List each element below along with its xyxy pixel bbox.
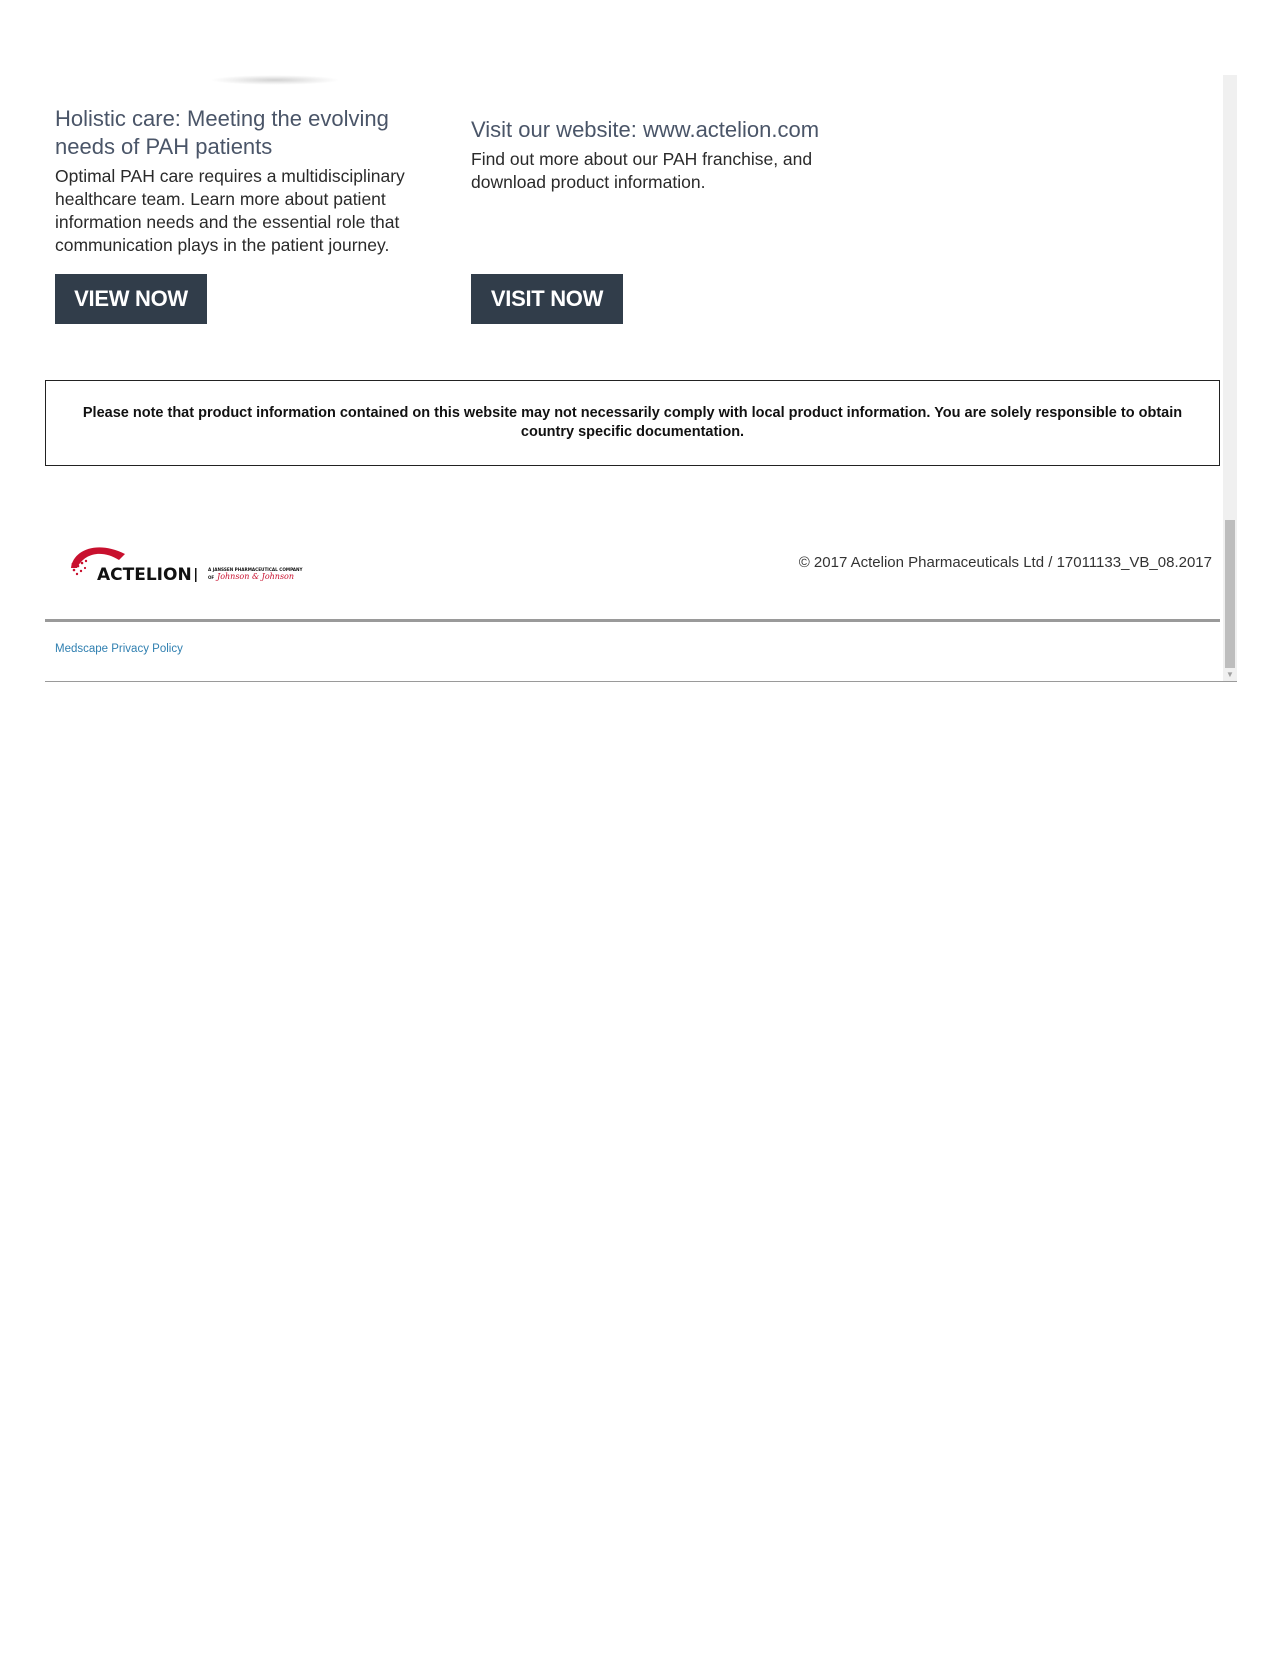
logo-dot — [80, 570, 82, 572]
top-shadow — [210, 75, 340, 85]
logo-dot — [75, 559, 78, 562]
embedded-ad-frame — [45, 75, 1237, 682]
logo-dot — [81, 562, 84, 565]
logo-dot — [79, 556, 82, 559]
logo-tagline-of: OF — [208, 575, 215, 580]
scroll-down-arrow-icon[interactable]: ▼ — [1226, 670, 1234, 679]
logo-parent-text: Johnson & Johnson — [217, 572, 295, 581]
notice-text: Please note that product information contained on this website may not necessarily comply with local product information. You are solely responsible to obtain country specific documentation. — [82, 405, 1183, 440]
ad-content — [45, 75, 1222, 681]
view-now-button[interactable]: VIEW NOW — [55, 274, 207, 324]
logo-dot — [77, 565, 80, 568]
visit-website-text: Find out more about our PAH franchise, and download product information. — [471, 149, 813, 192]
logo-dot — [84, 567, 86, 569]
scrollbar-thumb[interactable] — [1225, 520, 1235, 668]
logo-divider — [195, 568, 197, 582]
logo-dot — [72, 563, 75, 566]
product-info-notice — [45, 380, 1220, 466]
holistic-care-title: Holistic care: Meeting the evolving needs of PAH patients — [55, 106, 389, 159]
logo-dot — [85, 560, 87, 562]
logo-tagline-text: A JANSSEN PHARMACEUTICAL COMPANY — [208, 567, 303, 572]
medscape-privacy-policy-link[interactable]: Medscape Privacy Policy — [55, 643, 183, 655]
logo-brand-text: ACTELION — [97, 565, 192, 585]
copyright-text: © 2017 Actelion Pharmaceuticals Ltd / 17011133_VB_08.2017 — [798, 554, 1212, 571]
footer-divider — [45, 619, 1220, 622]
logo-dot — [76, 573, 78, 575]
vertical-scrollbar[interactable] — [1223, 75, 1237, 681]
actelion-logo — [67, 540, 317, 590]
holistic-care-text: Optimal PAH care requires a multidisciplinary healthcare team. Learn more about patient information needs and the essential role that communication plays in the patient journey. — [55, 166, 405, 255]
visit-website-title: Visit our website: www.actelion.com — [471, 117, 820, 142]
logo-dot — [73, 569, 76, 572]
visit-now-button[interactable]: VISIT NOW — [471, 274, 623, 324]
